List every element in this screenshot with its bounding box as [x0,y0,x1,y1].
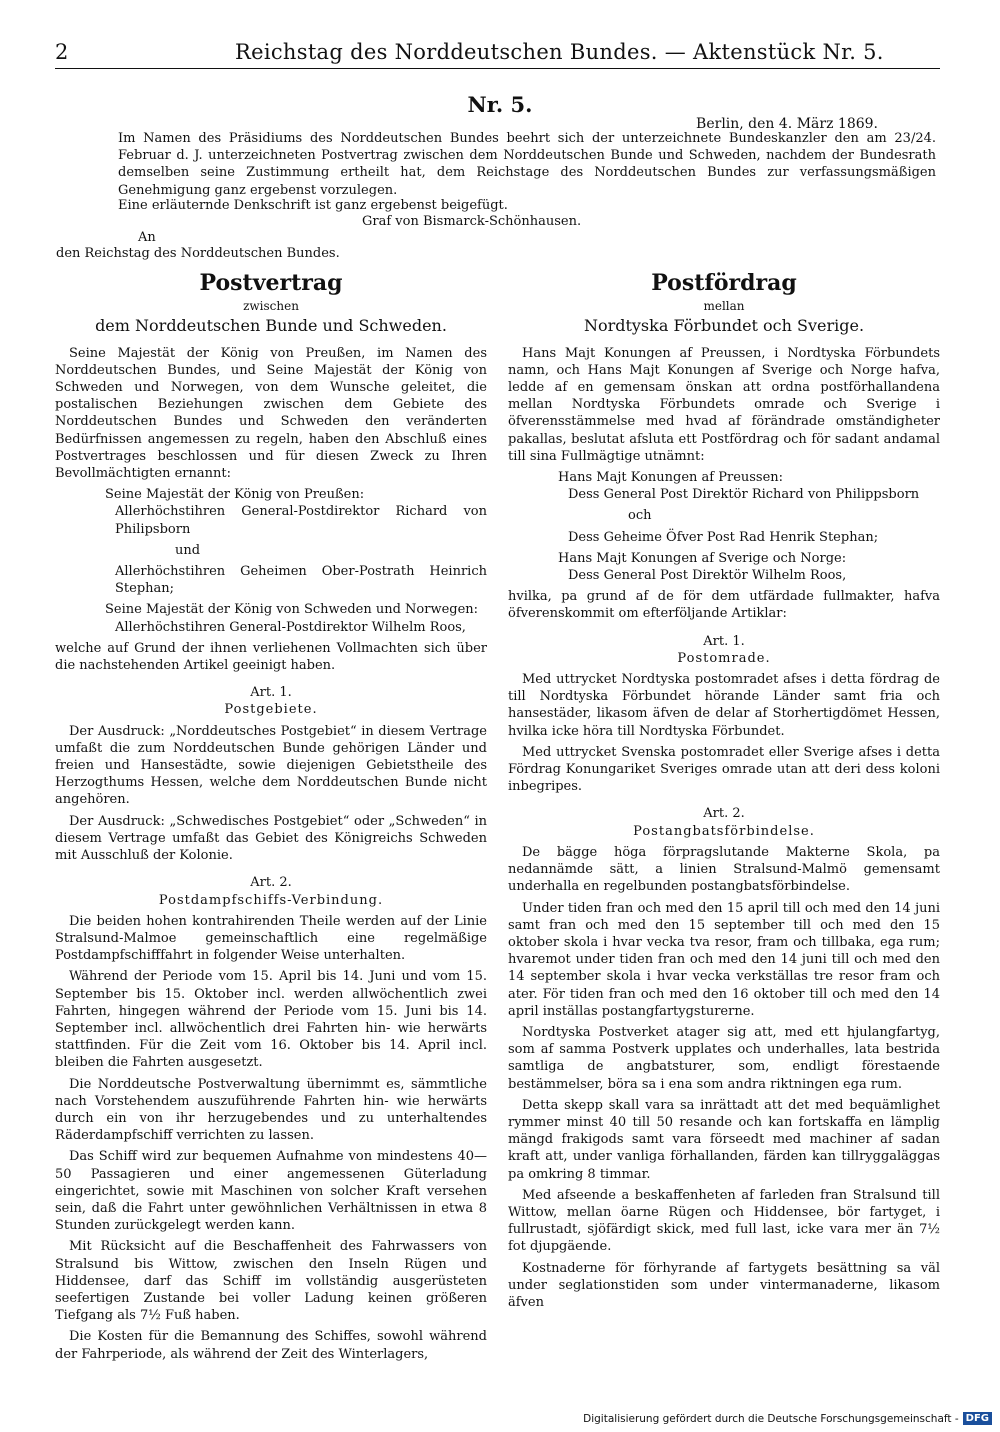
swedish-art2-title: Postangbatsförbindelse. [633,823,815,839]
swedish-subtitle-1: mellan [703,299,745,314]
german-party-1: Seine Majestät der König von Preußen: [105,487,365,503]
german-art1-title: Postgebiete. [224,702,318,718]
swedish-art2-p1: De bägge höga förpragslutande Makterne Skola, pa nedannämde sätt, a linien Stralsund-Malmö gemensamt underhalla en regelbunden postangbatsförbindelse. [508,844,940,895]
page-header [55,40,940,69]
date-line: Berlin, den 4. März 1869. [696,116,878,132]
german-art2-number: Art. 2. [250,875,292,891]
german-art1-p2: Der Ausdruck: „Schwedisches Postgebiet“ oder „Schweden“ in diesem Vertrage umfaßt das Gebiet des Königreichs Schweden mit Ausschluß der Kolonie. [55,813,487,864]
swedish-art1-p1: Med uttrycket Nordtyska postomradet afses i detta fördrag de till Nordtyska Förbundet hörande Länder samt fria och hansestäder, likasom äfven de delar af Storhertigdömet Hessen, hvilka icke höra till Nordtyska Förbundet. [508,672,940,739]
swedish-party-2: Hans Majt Konungen af Sverige och Norge: [558,550,847,566]
swedish-art2-number: Art. 2. [703,806,745,822]
swedish-party-1: Hans Majt Konungen af Preussen: [558,470,784,486]
footer-text: Digitalisierung gefördert durch die Deutsche Forschungsgemeinschaft - [583,1412,959,1425]
swedish-art2-p6: Kostnaderne för förhyrande af fartygets besättning sa väl under seglationstiden som under vintermanaderne, likasom äfven [508,1260,940,1310]
page-number: 2 [55,40,69,64]
footer-credit [583,1412,992,1425]
swedish-column [508,270,940,1315]
swedish-party-1-rep-2: Dess Geheime Öfver Post Rad Henrik Stephan; [568,529,879,545]
running-title: Reichstag des Norddeutschen Bundes. — Aktenstück Nr. 5. [235,40,884,64]
german-subtitle-2: dem Norddeutschen Bunde und Schweden. [95,316,447,336]
swedish-party-1-rep: Dess General Post Direktör Richard von Philippsborn [568,487,920,503]
german-art1-number: Art. 1. [250,685,292,701]
german-art2-title: Postdampfschiffs-Verbindung. [158,892,384,908]
intro-paragraph [118,130,936,199]
german-party-1-rep-2: Allerhöchstihren Geheimen Ober-Postrath Heinrich Stephan; [115,564,487,597]
document-number: Nr. 5. [467,92,533,117]
intro-text: Im Namen des Präsidiums des Norddeutschen Bundes beehrt sich der unterzeichnete Bundeskanzler den am 23/24. Februar d. J. unterzeichneten Postvertrag zwischen dem Norddeutschen Bunde und Schweden, nachdem der Bundesrath demselben seine Zustimmung ertheilt hat, dem Reichstage des Norddeutschen Bundes zur verfassungsmäßigen Genehmigung ganz ergebenst vorzulegen. [118,131,936,198]
german-art2-p5: Mit Rücksicht auf die Beschaffenheit des Fahrwassers von Stralsund bis Wittow, zwischen den Inseln Rügen und Hiddensee, darf das Schiff im vollständig ausgerüsteten seefertigen Zustande bei voller Ladung keinen größeren Tiefgang als 7½ Fuß haben. [55,1239,487,1324]
swedish-party-2-rep: Dess General Post Direktör Wilhelm Roos, [568,568,847,584]
swedish-art2-p2: Under tiden fran och med den 15 april till och med den 14 juni samt fran och med den 15 september till och med den 15 oktober skola i hvar vecka tva resor, fram och tillbaka, ega rum; hvaremot under tiden fran och med den 14 juni till och med den 14 september skola i hvar vecka verkställas tre resor fram och ater. För tiden fran och med den 16 oktober till och med den 14 april inställas postangfartygsturerne. [508,900,940,1019]
german-art2-p3: Die Norddeutsche Postverwaltung übernimmt es, sämmtliche nach Vorstehendem auszuführende Fahrten hin- wie herwärts durch ein von ihr herzugebendes und zu unterhaltendes Räderdampfschiff verrichten zu lassen. [55,1076,487,1144]
swedish-art1-number: Art. 1. [703,633,745,649]
german-party-2-rep: Allerhöchstihren General-Postdirektor Wilhelm Roos, [115,619,466,635]
swedish-art2-p5: Med afseende a beskaffenheten af farleden fran Stralsund till Wittow, mellan öarne Rügen och Hiddensee, bör fartyget, i fullrustadt, sjöfärdigt skick, med full last, icke vara mer än 7½ fot djupgäende. [508,1187,940,1255]
signature: Graf von Bismarck-Schönhausen. [362,214,582,229]
swedish-subtitle-2: Nordtyska Förbundet och Sverige. [583,316,865,336]
german-art1-p1: Der Ausdruck: „Norddeutsches Postgebiet“ in diesem Vertrage umfaßt die zum Norddeutschen Bunde gehörigen Länder und freien und Hansestädte, sowie diejenigen Gebietstheile des Herzogthums Hessen, welche dem Norddeutschen Bunde nicht angehören. [55,723,487,808]
swedish-closing: hvilka, pa grund af de för dem utfärdade fullmakter, hafva öfverenskommit om efterföljande Artiklar: [508,589,940,622]
german-art2-p1: Die beiden hohen kontrahirenden Theile werden auf der Linie Stralsund-Malmoe gemeinschaftlich eine regelmäßige Postdampfschifffahrt in folgender Weise unterhalten. [55,913,487,964]
swedish-och: och [628,508,652,524]
german-party-1-rep: Allerhöchstihren General-Postdirektor Richard von Philipsborn [115,504,487,537]
dfg-logo: DFG [963,1412,992,1425]
swedish-preamble: Hans Majt Konungen af Preussen, i Nordtyska Förbundets namn, och Hans Majt Konungen af Sverige och Norge hafva, ledde af en gemensam önskan att ordna postförhallandena mellan Nordtyska Förbundets omrade och Sverige i öfverensstämmelse med hvad af förändrade omständigheter pakallas, beslutat afsluta ett Postfördrag och för sadant andamal till sina Fullmägtige utnämnt: [508,345,940,464]
swedish-art2-p4: Detta skepp skall vara sa inrättadt att det med bequämlighet rymmer minst 40 till 50 resande och kan fortskaffa en lämplig mängd frakigods samt vara förseedt med machiner af sadan kraft att, under vanliga förhallanden, färden kan tillryggaläggas pa omkring 8 timmar. [508,1097,940,1182]
german-party-2: Seine Majestät der König von Schweden und Norwegen: [105,602,479,618]
swedish-art1-p2: Med uttrycket Svenska postomradet eller Sverige afses i detta Fördrag Konungariket Sveriges omrade utan att deri dess koloni inbegripes. [508,744,940,795]
german-art2-p4: Das Schiff wird zur bequemen Aufnahme von mindestens 40—50 Passagieren und einer angemessenen Güterladung eingerichtet, sowie mit Maschinen von solcher Kraft versehen sein, daß die Fahrt unter gewöhnlichen Verhältnissen in etwa 8 Stunden zurückgelegt werden kann. [55,1149,487,1234]
german-subtitle-1: zwischen [243,299,299,314]
german-art2-p6: Die Kosten für die Bemannung des Schiffes, sowohl während der Fahrperiode, als während der Zeit des Winterlagers, [55,1329,487,1362]
german-art2-p2: Während der Periode vom 15. April bis 14. Juni und vom 15. September bis 15. Oktober incl. werden allwöchentlich zwei Fahrten, hingegen während der Periode vom 15. Juni bis 14. September incl. allwöchentlich drei Fahrten hin- wie herwärts stattfinden. Für die Zeit vom 16. Oktober bis 14. April incl. bleiben die Fahrten ausgesetzt. [55,969,487,1071]
addressee-an: An [138,230,156,245]
german-preamble: Seine Majestät der König von Preußen, im Namen des Norddeutschen Bundes, und Seine Majestät der König von Schweden und Norwegen, von dem Wunsche geleitet, die postalischen Beziehungen zwischen dem Gebiete des Norddeutschen Bundes und Schweden den veränderten Bedürfnissen angemessen zu regeln, haben den Abschluß eines Postvertrages beschlossen und für diesen Zweck zu Ihren Bevollmächtigten ernannt: [55,345,487,482]
german-closing: welche auf Grund der ihnen verliehenen Vollmachten sich über die nachstehenden Artikel geeinigt haben. [55,640,487,674]
german-column [55,270,487,1367]
german-und: und [175,542,201,558]
swedish-art1-title: Postomrade. [677,650,771,666]
swedish-title: Postfördrag [651,270,797,296]
enclosure-note: Eine erläuternde Denkschrift ist ganz ergebenst beigefügt. [118,198,508,213]
german-title: Postvertrag [199,270,343,296]
swedish-art2-p3: Nordtyska Postverket atager sig att, med ett hjulangfartyg, som af samma Postverk upplates och underhalles, lata bestrida samtliga de angbatsturer, som, endligt förestaende bestämmelser, böra sa i ena som andra riktningen ega rum. [508,1024,940,1092]
addressee: den Reichstag des Norddeutschen Bundes. [56,246,340,261]
